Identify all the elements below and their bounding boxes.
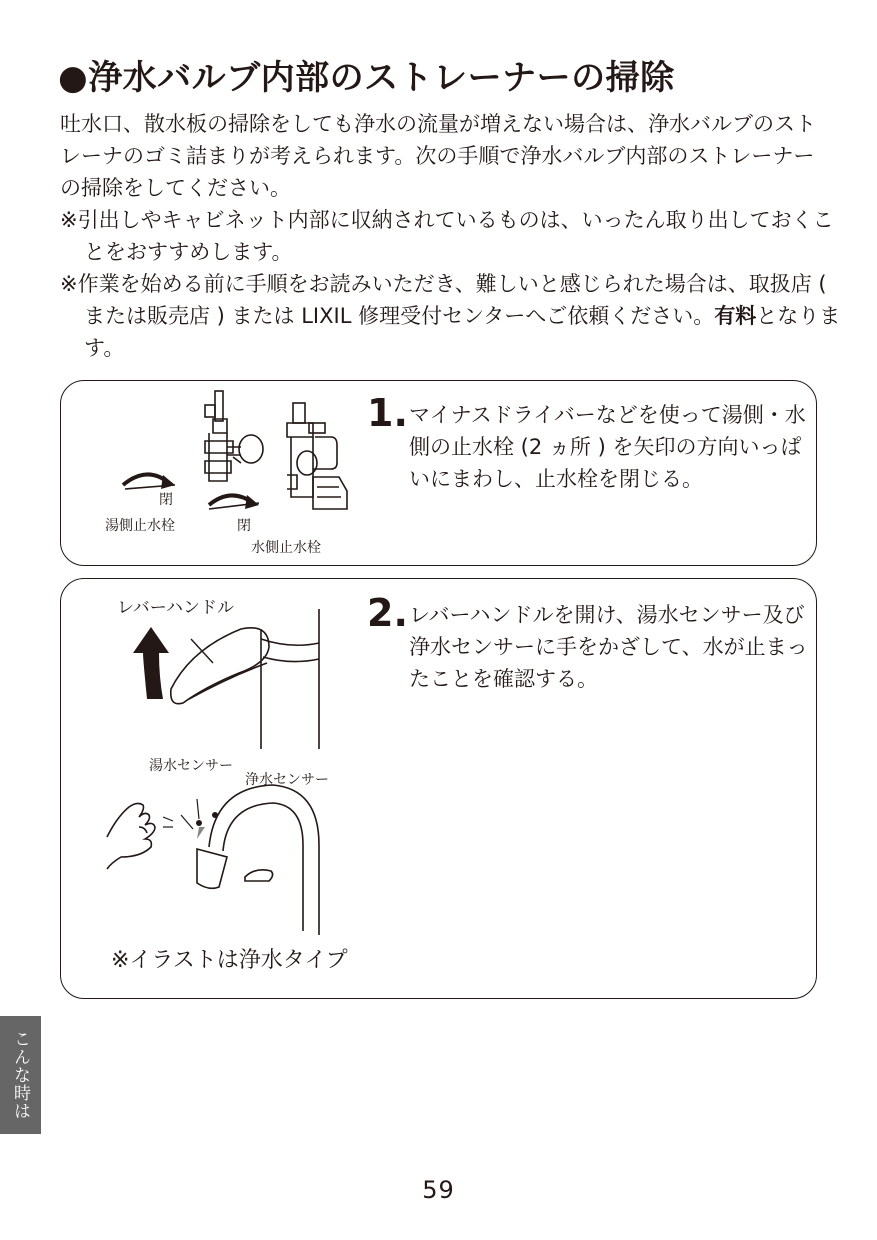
note-paid-service <box>60 268 854 364</box>
intro-paragraph: 吐水口、散水板の掃除をしても浄水の流量が増えない場合は、浄水バルブのストレーナのゴミ詰まりが考えられます。次の手順で浄水バルブ内部のストレーナーの掃除をしてください。 <box>60 112 816 200</box>
hot-sensor-label: 湯水センサー <box>149 758 233 774</box>
illustration-caption: ※イラストは浄水タイプ <box>111 948 348 973</box>
note-text-before: ※作業を始める前に手順をお読みいただき、難しいと感じられた場合は、取扱店 ( または販売店 ) または LIXIL 修理受付センターへご依頼ください。 <box>60 272 827 328</box>
lever-handle-label: レバーハンドル <box>117 598 234 618</box>
close-label-1: 閉 <box>159 492 173 508</box>
note-paid-bold: 有料 <box>714 304 757 328</box>
step-1-number: 1. <box>367 391 408 435</box>
step-2-box <box>60 578 817 999</box>
cold-valve-label: 水側止水栓 <box>251 540 321 556</box>
page-number: 59 <box>422 1176 455 1204</box>
step-1-text: マイナスドライバーなどを使って湯側・水側の止水栓 (2 ヵ所 ) を矢印の方向いっぱいにまわし、止水栓を閉じる。 <box>409 403 806 491</box>
pure-sensor-label: 浄水センサー <box>245 772 329 788</box>
sensor-faucet-illustration <box>101 775 341 935</box>
step-2-text: レバーハンドルを開け、湯水センサー及び浄水センサーに手をかざして、水が止まったことを確認する。 <box>409 603 808 691</box>
note-storage: ※引出しやキャビネット内部に収納されているものは、いったん取り出しておくことをおすすめします。 <box>60 208 834 264</box>
note-text-after: となります。 <box>84 304 841 360</box>
close-label-2: 閉 <box>237 518 251 534</box>
step-2-number: 2. <box>367 591 408 635</box>
hot-valve-label: 湯側止水栓 <box>105 518 175 534</box>
step-1-box <box>60 380 817 566</box>
section-tab: こんな時は <box>0 1016 41 1134</box>
page-title: ●浄水バルブ内部のストレーナーの掃除 <box>58 58 675 98</box>
lever-handle-illustration <box>111 599 351 749</box>
